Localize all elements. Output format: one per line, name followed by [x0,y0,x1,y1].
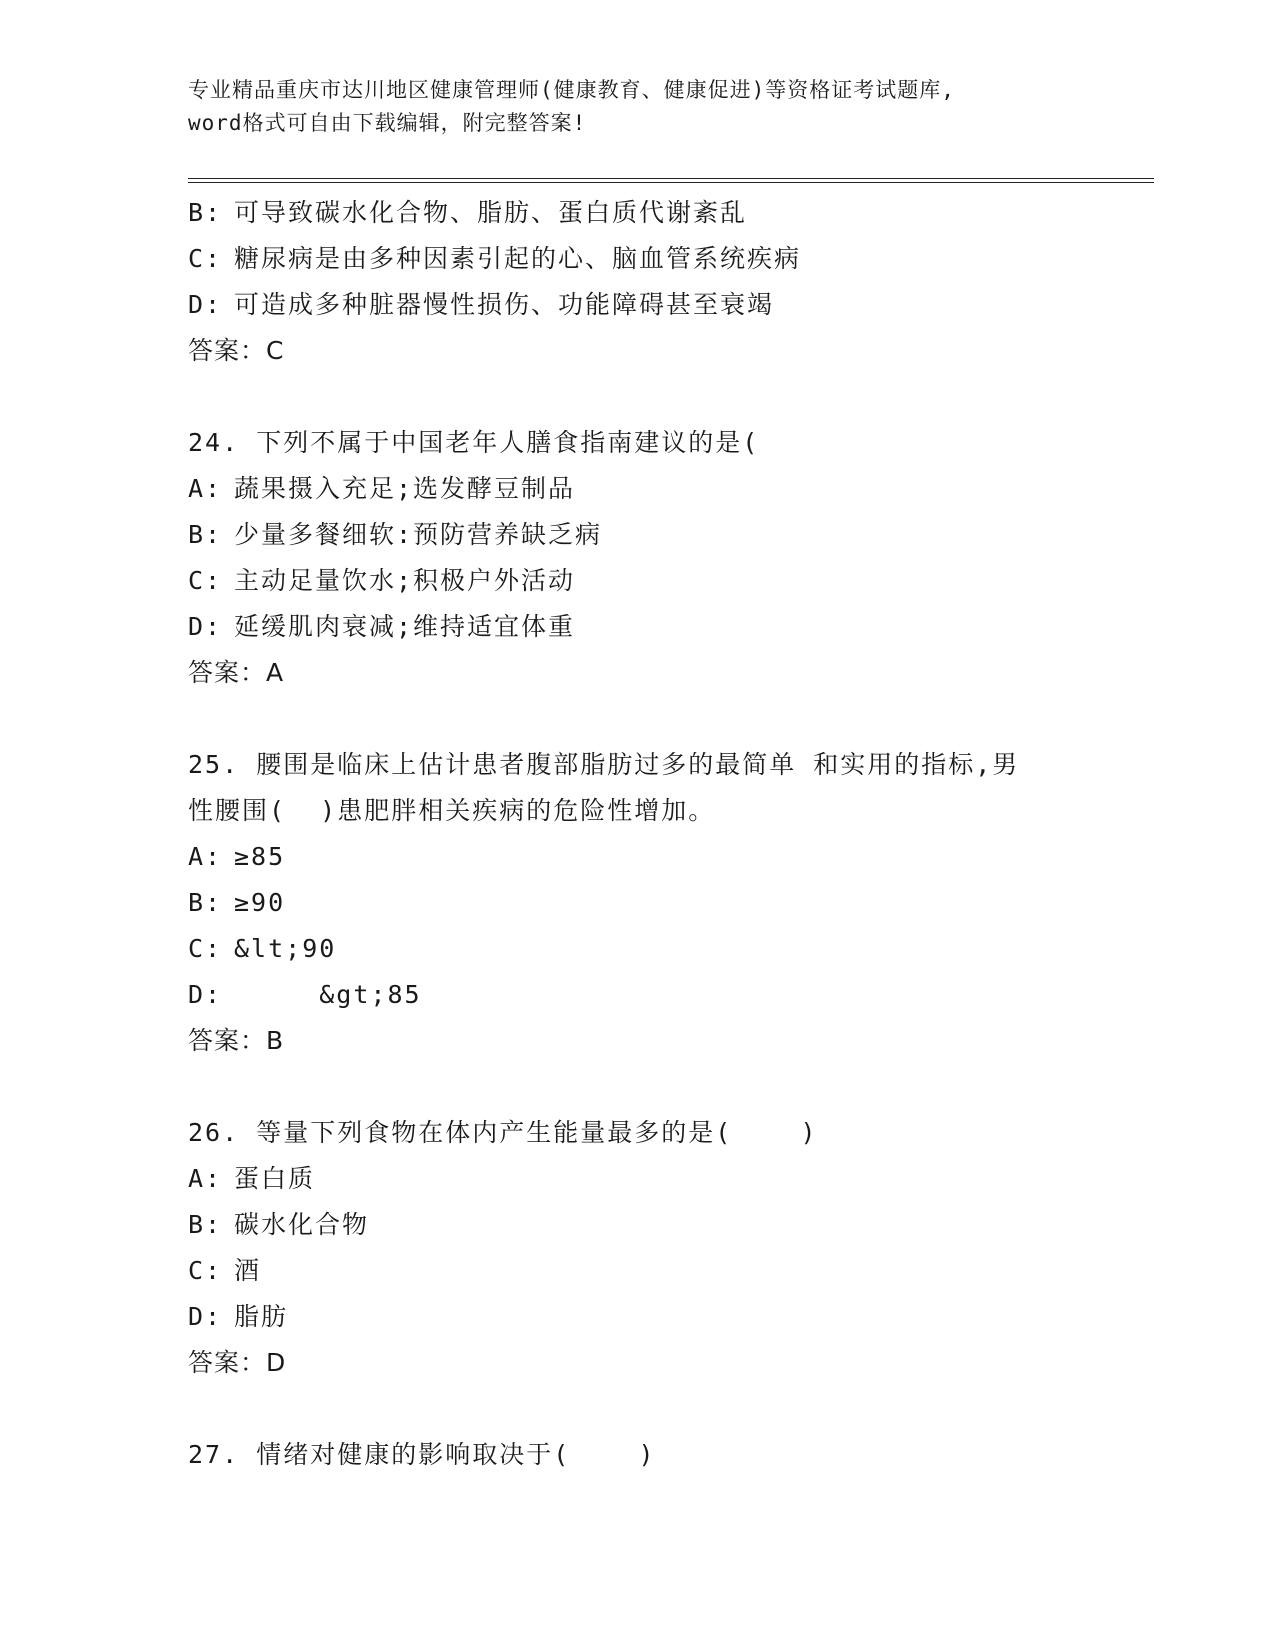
option-d: D: 脂肪 [188,1302,289,1331]
option-d: D: 可造成多种脏器慢性损伤、功能障碍甚至衰竭 [188,290,775,319]
question-27 [188,1432,1088,1478]
option-b: B: 少量多餐细软:预防营养缺乏病 [188,520,603,549]
question-text: 26. 等量下列食物在体内产生能量最多的是( ) [188,1118,818,1147]
question-26 [188,1110,1088,1386]
question-24 [188,420,1088,696]
option-d: D: 延缓肌肉衰减;维持适宜体重 [188,612,576,641]
header-rule-bottom [188,182,1154,183]
option-b: B: 可导致碳水化合物、脂肪、蛋白质代谢紊乱 [188,198,748,227]
option-b: B: ≥90 [188,888,286,917]
answer: 答案：A [188,658,285,687]
option-a: A: 蛋白质 [188,1164,316,1193]
document-header [188,74,1068,140]
option-c: C: 主动足量饮水;积极户外活动 [188,566,576,595]
option-a: A: ≥85 [188,842,286,871]
question-23 [188,190,1088,374]
question-25 [188,742,1088,1064]
option-c: C: 酒 [188,1256,262,1285]
header-line-2: word格式可自由下载编辑，附完整答案! [188,111,587,135]
question-text: 24. 下列不属于中国老年人膳食指南建议的是( [188,428,760,457]
question-text-line-1: 25. 腰围是临床上估计患者腹部脂肪过多的最简单 和实用的指标,男 [188,750,1020,779]
option-c: C: &lt;90 [188,934,337,963]
header-line-1: 专业精品重庆市达川地区健康管理师(健康教育、健康促进)等资格证考试题库, [188,78,955,102]
option-d: D: &gt;85 [188,980,422,1009]
header-rule-top [188,178,1154,179]
question-text: 27. 情绪对健康的影响取决于( ) [188,1440,656,1469]
option-a: A: 蔬果摄入充足;选发酵豆制品 [188,474,576,503]
answer: 答案：D [188,1348,287,1377]
option-c: C: 糖尿病是由多种因素引起的心、脑血管系统疾病 [188,244,802,273]
question-text-line-2: 性腰围( )患肥胖相关疾病的危险性增加。 [188,796,716,825]
answer: 答案：C [188,336,285,365]
question-content [188,190,1088,1478]
option-b: B: 碳水化合物 [188,1210,370,1239]
answer: 答案：B [188,1026,285,1055]
